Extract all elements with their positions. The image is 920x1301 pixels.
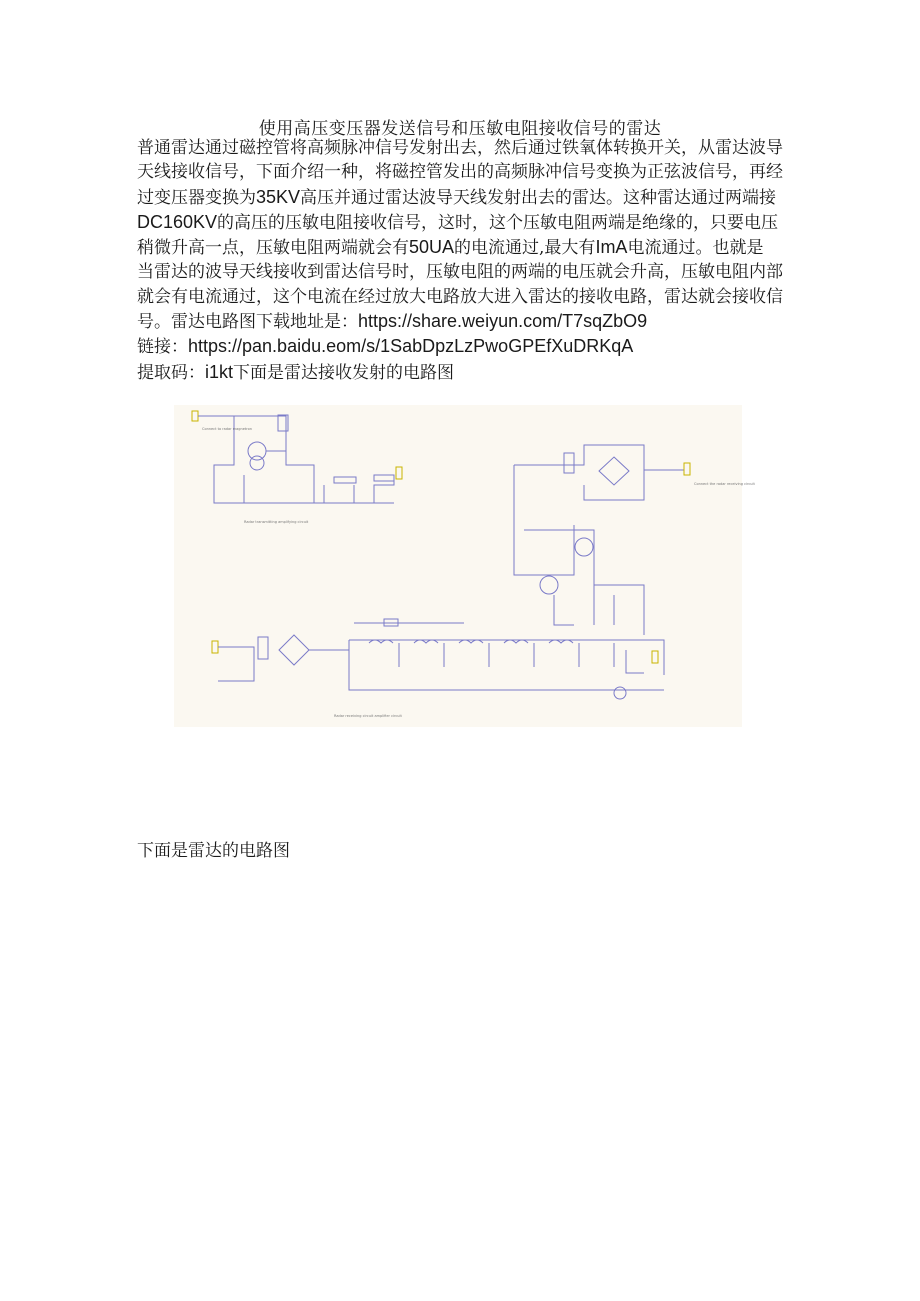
diagram-label: Connect to radar magnetron — [202, 427, 252, 431]
diagram-label: Connect the radar receiving circuit — [694, 482, 755, 486]
paragraph-line: 当雷达的波导天线接收到雷达信号时，压敏电阻的两端的电压就会升高，压敏电阻内部 — [137, 262, 783, 283]
diagram-label: Radar receiving circuit amplifier circuit — [334, 714, 402, 718]
diagram-label: Radar transmitting amplifying circuit — [244, 520, 309, 524]
extraction-code: i1kt — [205, 361, 234, 382]
paragraph-line: 过变压器变换为35KV高压并通过雷达波导天线发射出去的雷达。这种雷达通过两端接 — [137, 186, 777, 208]
body-paragraph — [137, 136, 789, 385]
paragraph-line: 提取码：i1kt下面是雷达接收发射的电路图 — [137, 361, 455, 383]
paragraph-line: DC160KV的高压的压敏电阻接收信号，这时，这个压敏电阻两端是绝缘的，只要电压 — [137, 211, 779, 233]
circuit-diagram-image — [174, 405, 755, 727]
paragraph-line: 链接：https://pan.baidu.eom/s/1SabDpzLzPwoGPEfXuDRKqA — [137, 336, 634, 358]
document-title: 使用高压变压器发送信号和压敏电阻接收信号的雷达 — [258, 119, 662, 139]
paragraph-line: 稍微升高一点，压敏电阻两端就会有50UA的电流通过,最大有ImA电流通过。也就是 — [137, 237, 764, 259]
paragraph-line: 天线接收信号，下面介绍一种，将磁控管发出的高频脉冲信号变换为正弦波信号，再经 — [137, 162, 783, 183]
circuit-schematic — [174, 405, 755, 727]
paragraph-line: 普通雷达通过磁控管将高频脉冲信号发射出去，然后通过铁氧体转换开关，从雷达波导 — [137, 138, 783, 158]
paragraph-line: 号。雷达电路图下载地址是：https://share.weiyun.com/T7sqZbO9 — [137, 311, 648, 333]
weiyun-link[interactable]: https://share.weiyun.com/T7sqZbO9 — [358, 311, 648, 332]
paragraph-line: 就会有电流通过，这个电流在经过放大电路放大进入雷达的接收电路，雷达就会接收信 — [137, 286, 783, 307]
baidu-link[interactable]: https://pan.baidu.eom/s/1SabDpzLzPwoGPEfXuDRKqA — [188, 336, 634, 357]
figure-caption: 下面是雷达的电路图 — [137, 841, 290, 861]
